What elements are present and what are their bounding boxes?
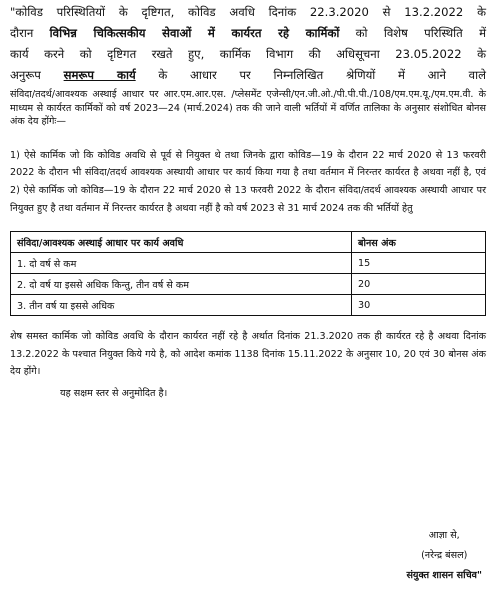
intro-paragraph: [10, 2, 486, 86]
intro-line-2-a: दौरान: [10, 26, 50, 40]
column-header-bonus: बोनस अंक: [352, 232, 486, 253]
duration-cell: 3. तीन वर्ष या इससे अधिक: [11, 295, 352, 316]
intro-line-2: [10, 23, 486, 44]
categories-paragraph: 1) ऐसे कार्मिक जो कि कोविड अवधि से पूर्व से नियुक्त थे तथा जिनके द्वारा कोविड—19 के दौरान 22 मार्च 2020 से 13 फरवरी 2022 के दौरान भी संविदा/तदर्थ आवश्यक अस्थायी आधार पर कार्य किया गया है तथा वर्तमान में निरन्तर कार्यरत है अथवा नहीं है, एवं 2) ऐसे कार्मिक जो कोविड—19 के दौरान 22 मार्च 2020 से 13 फरवरी 2022 के दौरान संविदा/तदर्थ आवश्यक अस्थायी आधार पर नियुक्त हुए है तथा वर्तमान में निरन्तर कार्यरत है अथवा नहीं है को वर्ष 2023 से 31 मार्च 2024 तक की भर्तियों हेतु: [10, 149, 486, 214]
intro-line-2-c: को विशेष परिस्थिति में: [339, 26, 486, 40]
bonus-cell: 20: [352, 274, 486, 295]
intro-line-4-c: के आधार पर निम्नलिखित श्रेणियों में आने वाले: [135, 68, 486, 82]
intro-line-4-a: अनुरूप: [10, 68, 64, 82]
column-header-duration: संविदा/आवश्यक अस्थाई आधार पर कार्य अवधि: [11, 232, 352, 253]
table-header-row: [11, 232, 486, 253]
by-order-text: आज्ञा से,: [428, 530, 460, 541]
duration-cell: 2. दो वर्ष या इससे अधिक किन्तु, तीन वर्ष से कम: [11, 274, 352, 295]
bonus-table: [10, 231, 486, 316]
signatory-designation: संयुक्त शासन सचिव": [406, 570, 482, 581]
similar-work-emphasis: समरूप कार्य: [63, 68, 136, 82]
intro-line-4: [10, 65, 486, 86]
medical-services-emphasis: विभिन्न चिकित्सकीय सेवाओं में कार्यरत रहे कार्मिकों: [49, 26, 340, 40]
eligibility-paragraph: संविदा/तदर्थ/आवश्यक अस्थाई आधार पर आर.एम.आर.एस. /प्लेसमेंट एजेन्सी/एन.जी.ओ./पी.पी.पी./108/एम.एम.यू./एम.एम.वी. के माध्यम से कार्यरत कार्मिकों को वर्ष 2023—24 (मार्च.2024) तक की जाने वाली भर्तियों में वर्णित तालिका के अनुसार संशोधित बोनस अंक देय होंगेः—: [10, 89, 486, 127]
approval-note: यह सक्षम स्तर से अनुमोदित है।: [60, 387, 168, 399]
signature-block: [406, 526, 482, 586]
intro-line-3: कार्य करने को दृष्टिगत रखते हुए, कार्मिक विभाग की अधिसूचना 23.05.2022 के: [10, 47, 486, 61]
intro-line-1: "कोविड परिस्थितियों के दृष्टिगत, कोविड अवधि दिनांक 22.3.2020 से 13.2.2022 के: [10, 5, 486, 19]
signatory-name: (नरेन्द्र बंसल): [421, 550, 468, 561]
bonus-cell: 15: [352, 253, 486, 274]
duration-cell: 1. दो वर्ष से कम: [11, 253, 352, 274]
bonus-cell: 30: [352, 295, 486, 316]
table-row: [11, 253, 486, 274]
table-row: [11, 274, 486, 295]
remaining-staff-paragraph: शेष समस्त कार्मिक जो कोविड अवधि के दौरान कार्यरत नहीं रहे है अर्थात दिनांक 21.3.2020 तक ही कार्यरत रहे है अथवा दिनांक 13.2.2022 के पश्चात नियुक्त किये गये है, को आदेश कमांक 1138 दिनांक 15.11.2022 के अनुसार 10, 20 एवं 30 बोनस अंक देय होंगे।: [10, 331, 486, 378]
table-row: [11, 295, 486, 316]
